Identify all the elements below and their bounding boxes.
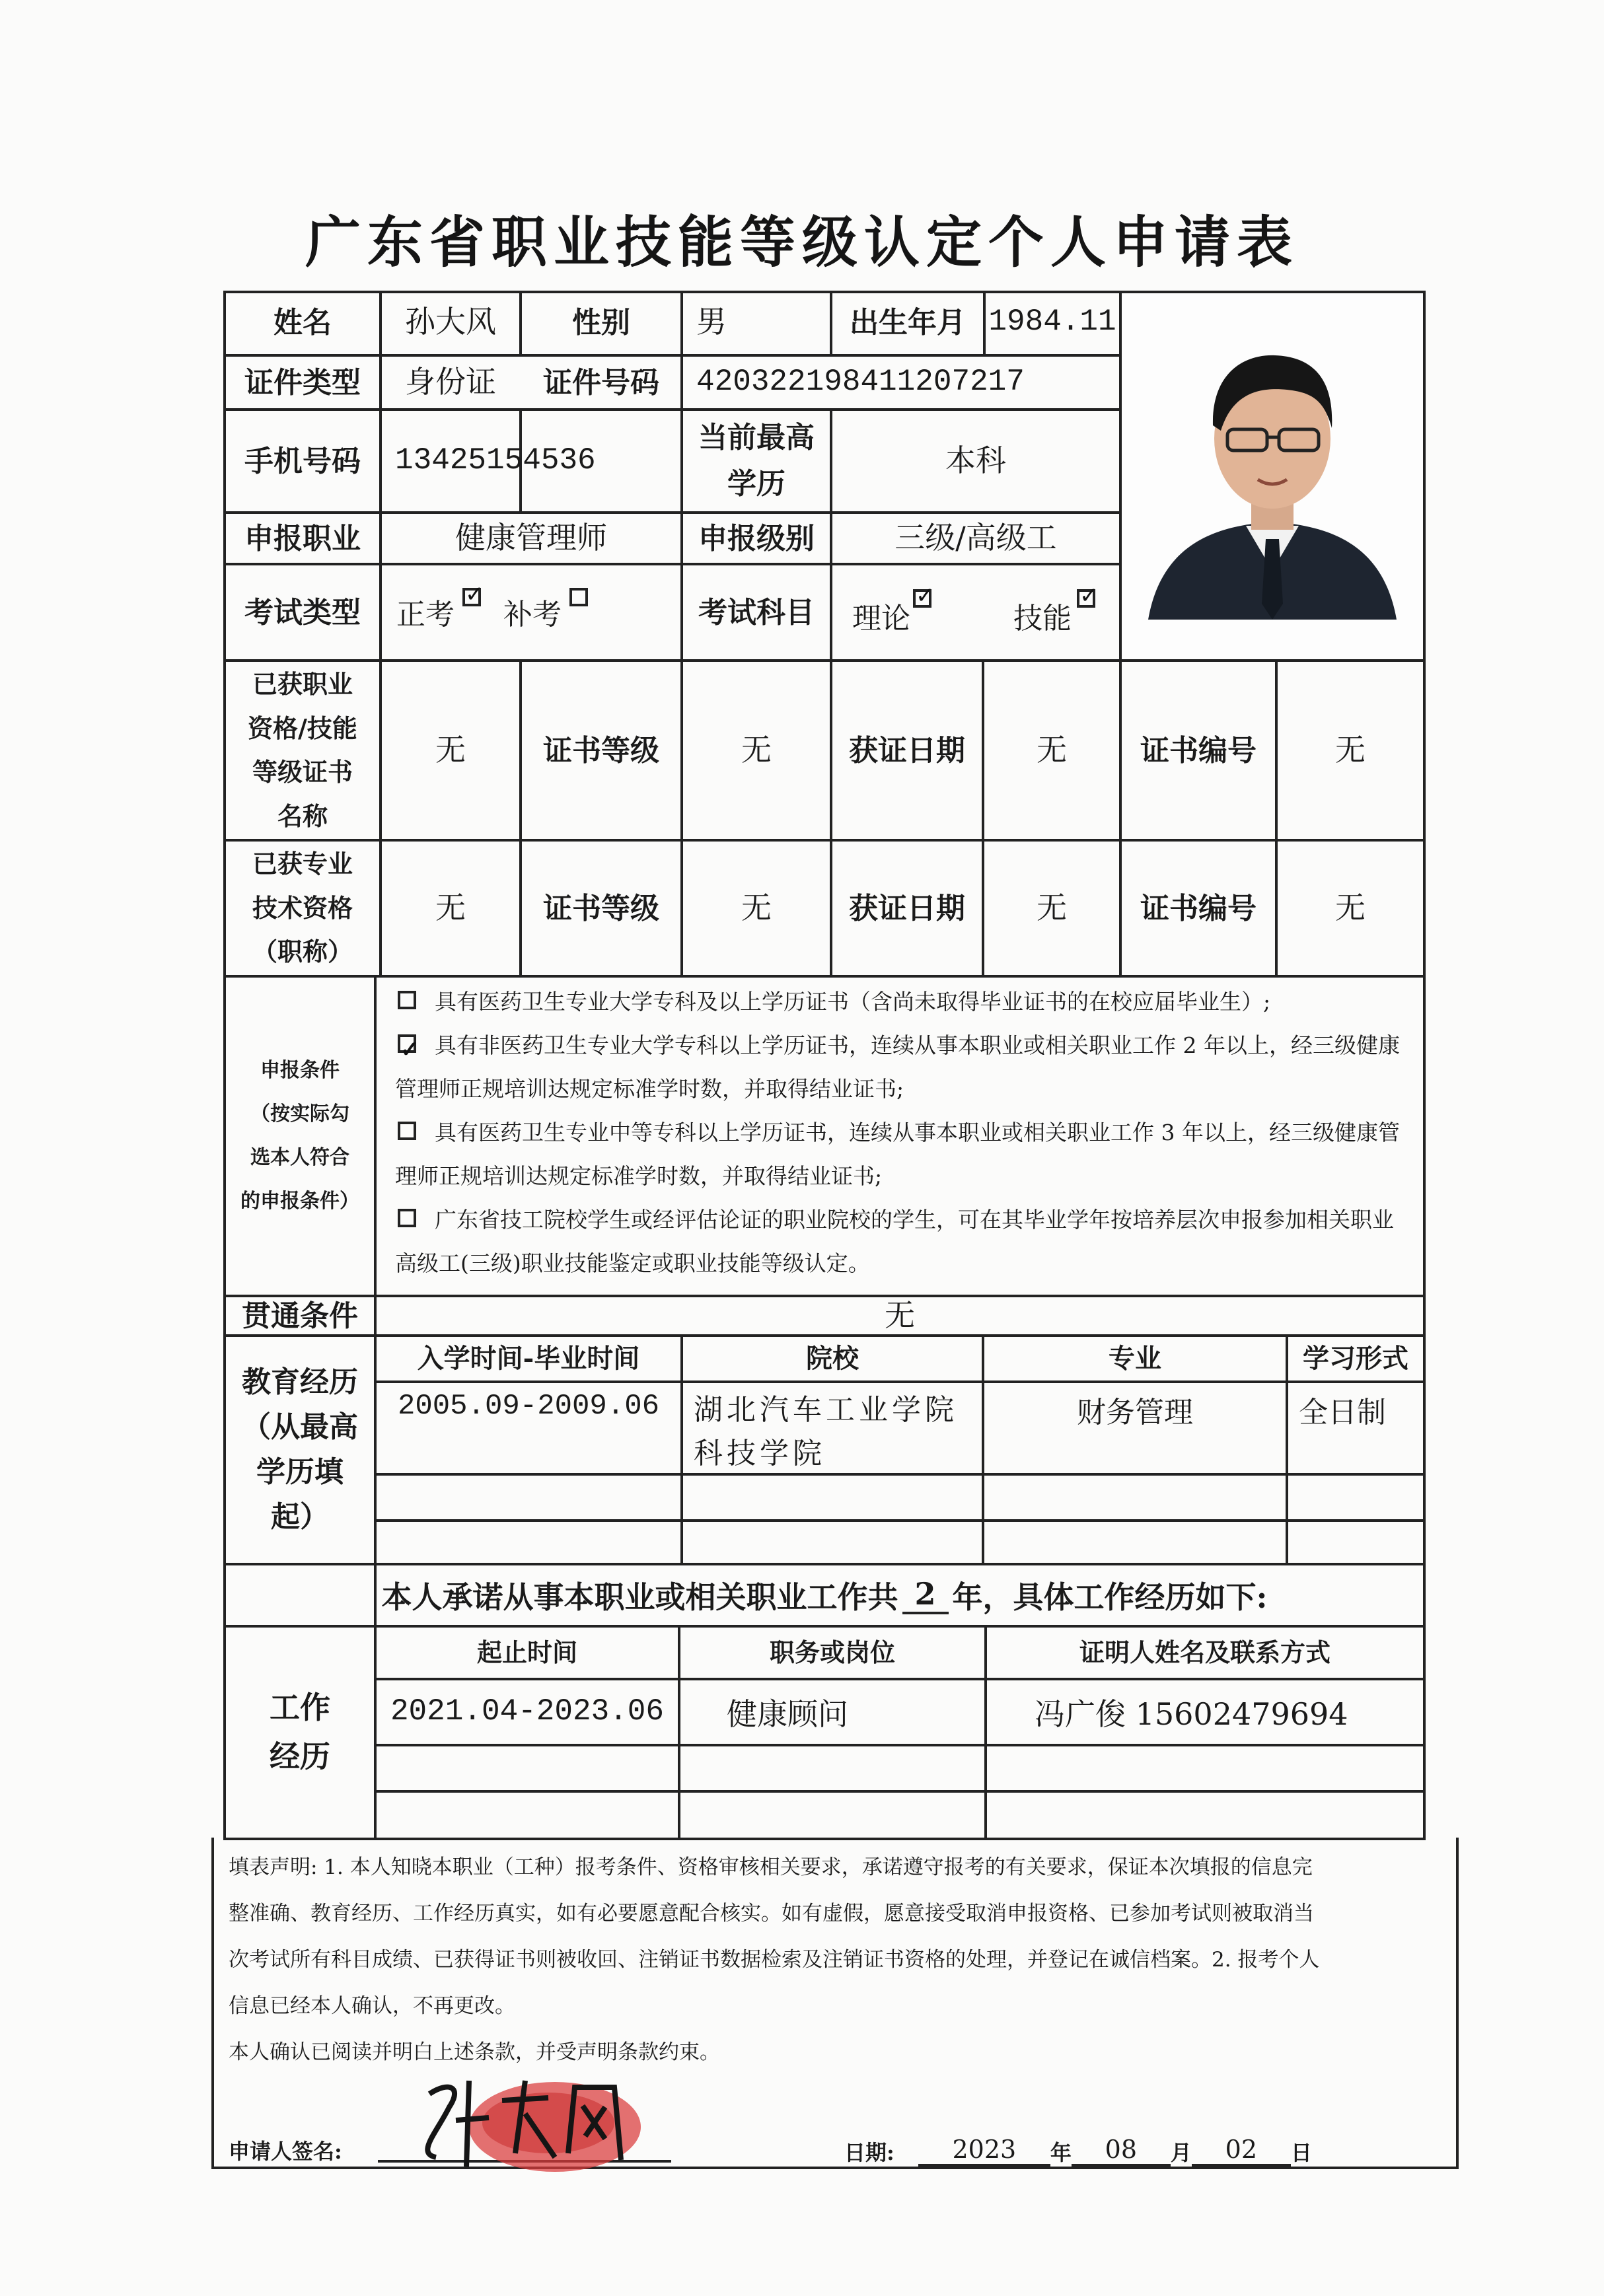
- exam-normal-option[interactable]: [396, 591, 455, 637]
- level-value: 三级/高级工: [894, 520, 1057, 556]
- education-header: 学习形式: [1303, 1343, 1408, 1374]
- cert2-name: 无: [435, 890, 466, 926]
- phone-label: 手机号码: [244, 444, 361, 478]
- job-label: 申报职业: [244, 521, 361, 556]
- cert1-label-line: 已获职业: [252, 669, 353, 699]
- exam-retake-text: 补考: [503, 598, 562, 631]
- level-label: 申报级别: [698, 521, 815, 556]
- work-period: 2021.04-2023.06: [390, 1694, 665, 1729]
- birth-value: 1984.11: [988, 305, 1116, 340]
- checkbox-checked-icon[interactable]: [398, 1034, 416, 1053]
- declaration-line: 填表声明: 1. 本人知晓本职业（工种）报考条件、资格审核相关要求，承诺遵守报考的有关要求，保证本次填报的信息完: [229, 1855, 1313, 1879]
- declaration: [229, 1844, 1444, 2075]
- gender-value: 男: [696, 304, 727, 340]
- name-value: 孙大风: [405, 304, 496, 340]
- cert2-level: 无: [741, 890, 772, 926]
- work-header: 职务或岗位: [769, 1637, 895, 1668]
- through-value: 无: [885, 1297, 915, 1334]
- condition-item[interactable]: [395, 980, 1412, 1024]
- education-label-line: 起）: [271, 1500, 329, 1534]
- edu-label: [683, 411, 830, 511]
- education-header: 入学时间-毕业时间: [417, 1343, 640, 1374]
- cert1-label-line: 等级证书: [252, 757, 353, 787]
- id-no-value: 420322198411207217: [696, 365, 1025, 400]
- portrait-image: [1122, 293, 1423, 659]
- checkbox-checked-icon[interactable]: [1077, 589, 1095, 608]
- condition-text: 广东省技工院校学生或经评估论证的职业院校的学生，可在其毕业学年按培养层次申报参加相关职业: [435, 1207, 1394, 1233]
- edu-label-line: 学历: [727, 467, 785, 501]
- date-year-unit: 年: [1050, 2140, 1072, 2165]
- edu-label-line: 当前最高: [698, 420, 815, 454]
- cert1-label-line: 资格/技能: [248, 713, 357, 743]
- condition-text: 高级工(三级)职业技能鉴定或职业技能等级认定。: [395, 1250, 870, 1276]
- name-label: 姓名: [273, 305, 332, 340]
- condition-item[interactable]: [395, 1024, 1412, 1111]
- work-label: [226, 1628, 374, 1838]
- date-month-unit: 月: [1170, 2140, 1192, 2165]
- declaration-line: 信息已经本人确认，不再更改。: [229, 1994, 515, 2018]
- cert1-level-label: 证书等级: [543, 733, 659, 768]
- cert1-date: 无: [1037, 732, 1067, 768]
- cert1-name: 无: [435, 732, 466, 768]
- declaration-line: 整准确、教育经历、工作经历真实，如有必要愿意配合核实。如有虚假，愿意接受取消申报资格、已参加考试则被取消当: [229, 1902, 1314, 1925]
- cert2-date: 无: [1037, 890, 1067, 926]
- conditions-label-line: 申报条件: [260, 1059, 340, 1082]
- subject-theory-text: 理论: [852, 602, 910, 635]
- commitment-suffix: 年，具体工作经历如下:: [952, 1579, 1268, 1615]
- cert1-date-label: 获证日期: [849, 733, 965, 768]
- cert1-no-label: 证书编号: [1140, 733, 1257, 768]
- education-school: 湖北汽车工业学院科技学院: [694, 1393, 958, 1470]
- birth-label: 出生年月: [850, 305, 966, 340]
- cert1-label: [226, 662, 379, 839]
- signature-handwriting: [390, 2054, 667, 2180]
- education-form: 全日制: [1299, 1396, 1386, 1429]
- gender-label: 性别: [572, 305, 630, 340]
- checkbox-empty-icon[interactable]: [398, 1122, 416, 1140]
- cert1-no: 无: [1335, 732, 1366, 768]
- condition-text: 具有非医药卫生专业大学专科以上学历证书，连续从事本职业或相关职业工作 2 年以上，经三级健康: [435, 1032, 1400, 1058]
- checkbox-checked-icon[interactable]: [913, 589, 931, 608]
- work-header: 证明人姓名及联系方式: [1079, 1637, 1331, 1668]
- work-label-line: 工作: [270, 1690, 330, 1726]
- cert1-label-line: 名称: [277, 801, 328, 831]
- exam-type-label: 考试类型: [244, 595, 361, 629]
- cert1-level: 无: [741, 732, 772, 768]
- condition-text: 具有医药卫生专业中等专科以上学历证书，连续从事本职业或相关职业工作 3 年以上，经三级健康管: [435, 1120, 1400, 1145]
- date-label: 日期:: [844, 2140, 894, 2165]
- checkbox-empty-icon[interactable]: [569, 588, 588, 606]
- through-label: 贯通条件: [242, 1299, 358, 1333]
- work-reference: 冯广俊 15602479694: [1035, 1696, 1348, 1732]
- exam-subject-label: 考试科目: [698, 595, 815, 629]
- work-position: 健康顾问: [727, 1696, 848, 1732]
- date-field: [844, 2135, 1312, 2167]
- applicant-photo: [1122, 293, 1423, 659]
- condition-text: 具有医药卫生专业大学专科及以上学历证书（含尚未取得毕业证书的在校应届毕业生）;: [435, 989, 1271, 1015]
- education-header: 专业: [1109, 1343, 1161, 1374]
- phone-value: 13425154536: [395, 443, 596, 478]
- id-no-label: 证件号码: [543, 365, 659, 400]
- conditions-label-line: 选本人符合: [250, 1146, 349, 1169]
- education-label: [226, 1337, 374, 1563]
- subject-theory-option[interactable]: [852, 594, 910, 641]
- commitment: [226, 1565, 1423, 1625]
- exam-retake-option[interactable]: [503, 591, 562, 637]
- checkbox-empty-icon[interactable]: [398, 1209, 416, 1227]
- declaration-line: 本人确认已阅读并明白上述条款，并受声明条款约束。: [229, 2040, 720, 2064]
- declaration-line: 次考试所有科目成绩、已获得证书则被收回、注销证书数据检索及注销证书资格的处理，并登记在诚信档案。2. 报考个人: [229, 1948, 1320, 1972]
- table-row: [377, 1383, 680, 1473]
- checkbox-empty-icon[interactable]: [398, 991, 416, 1009]
- form-title: 广东省职业技能等级认定个人申请表: [305, 209, 1299, 275]
- commitment-prefix: 本人承诺从事本职业或相关职业工作共: [381, 1579, 898, 1615]
- condition-item[interactable]: [395, 1198, 1412, 1285]
- cert2-no-label: 证书编号: [1140, 891, 1257, 925]
- education-label-line: 学历填: [256, 1455, 344, 1489]
- exam-normal-text: 正考: [396, 598, 455, 631]
- condition-text: 理师正规培训达规定标准学时数，并取得结业证书;: [395, 1163, 883, 1189]
- cert2-label-line: （职称）: [252, 937, 353, 967]
- education-period: 2005.09-2009.06: [397, 1390, 660, 1423]
- education-header: 院校: [806, 1343, 859, 1374]
- edu-value: 本科: [945, 443, 1006, 479]
- condition-text: 管理师正规培训达规定标准学时数，并取得结业证书;: [395, 1076, 904, 1102]
- id-type-label: 证件类型: [244, 365, 361, 400]
- cert2-label-line: 已获专业: [252, 849, 353, 879]
- cert2-label: [226, 842, 379, 975]
- date-day: 02: [1192, 2135, 1291, 2167]
- cert2-label-line: 技术资格: [252, 892, 353, 923]
- condition-item[interactable]: [395, 1111, 1412, 1198]
- date-year: 2023: [918, 2135, 1050, 2167]
- date-month: 08: [1072, 2135, 1171, 2167]
- work-header: 起止时间: [476, 1637, 577, 1668]
- conditions-label-line: （按实际勾: [250, 1102, 349, 1126]
- conditions-list: [395, 980, 1412, 1285]
- subject-skill-text: 技能: [1013, 602, 1072, 635]
- job-value: 健康管理师: [455, 520, 607, 556]
- education-label-line: （从最高: [242, 1410, 358, 1444]
- conditions-label-line: 的申报条件）: [240, 1190, 359, 1213]
- education-label-line: 教育经历: [242, 1365, 358, 1399]
- education-major: 财务管理: [1077, 1396, 1193, 1429]
- cert2-no: 无: [1335, 890, 1366, 926]
- date-day-unit: 日: [1290, 2140, 1312, 2165]
- id-type-value: 身份证: [405, 364, 496, 400]
- subject-skill-option[interactable]: [1013, 594, 1072, 641]
- cert2-date-label: 获证日期: [849, 891, 965, 925]
- work-label-line: 经历: [270, 1739, 330, 1774]
- checkbox-checked-icon[interactable]: [462, 588, 481, 606]
- cert2-level-label: 证书等级: [543, 891, 659, 925]
- conditions-label: [226, 978, 374, 1295]
- signature-label: 申请人签名:: [229, 2139, 342, 2164]
- commitment-years: 2: [902, 1576, 949, 1614]
